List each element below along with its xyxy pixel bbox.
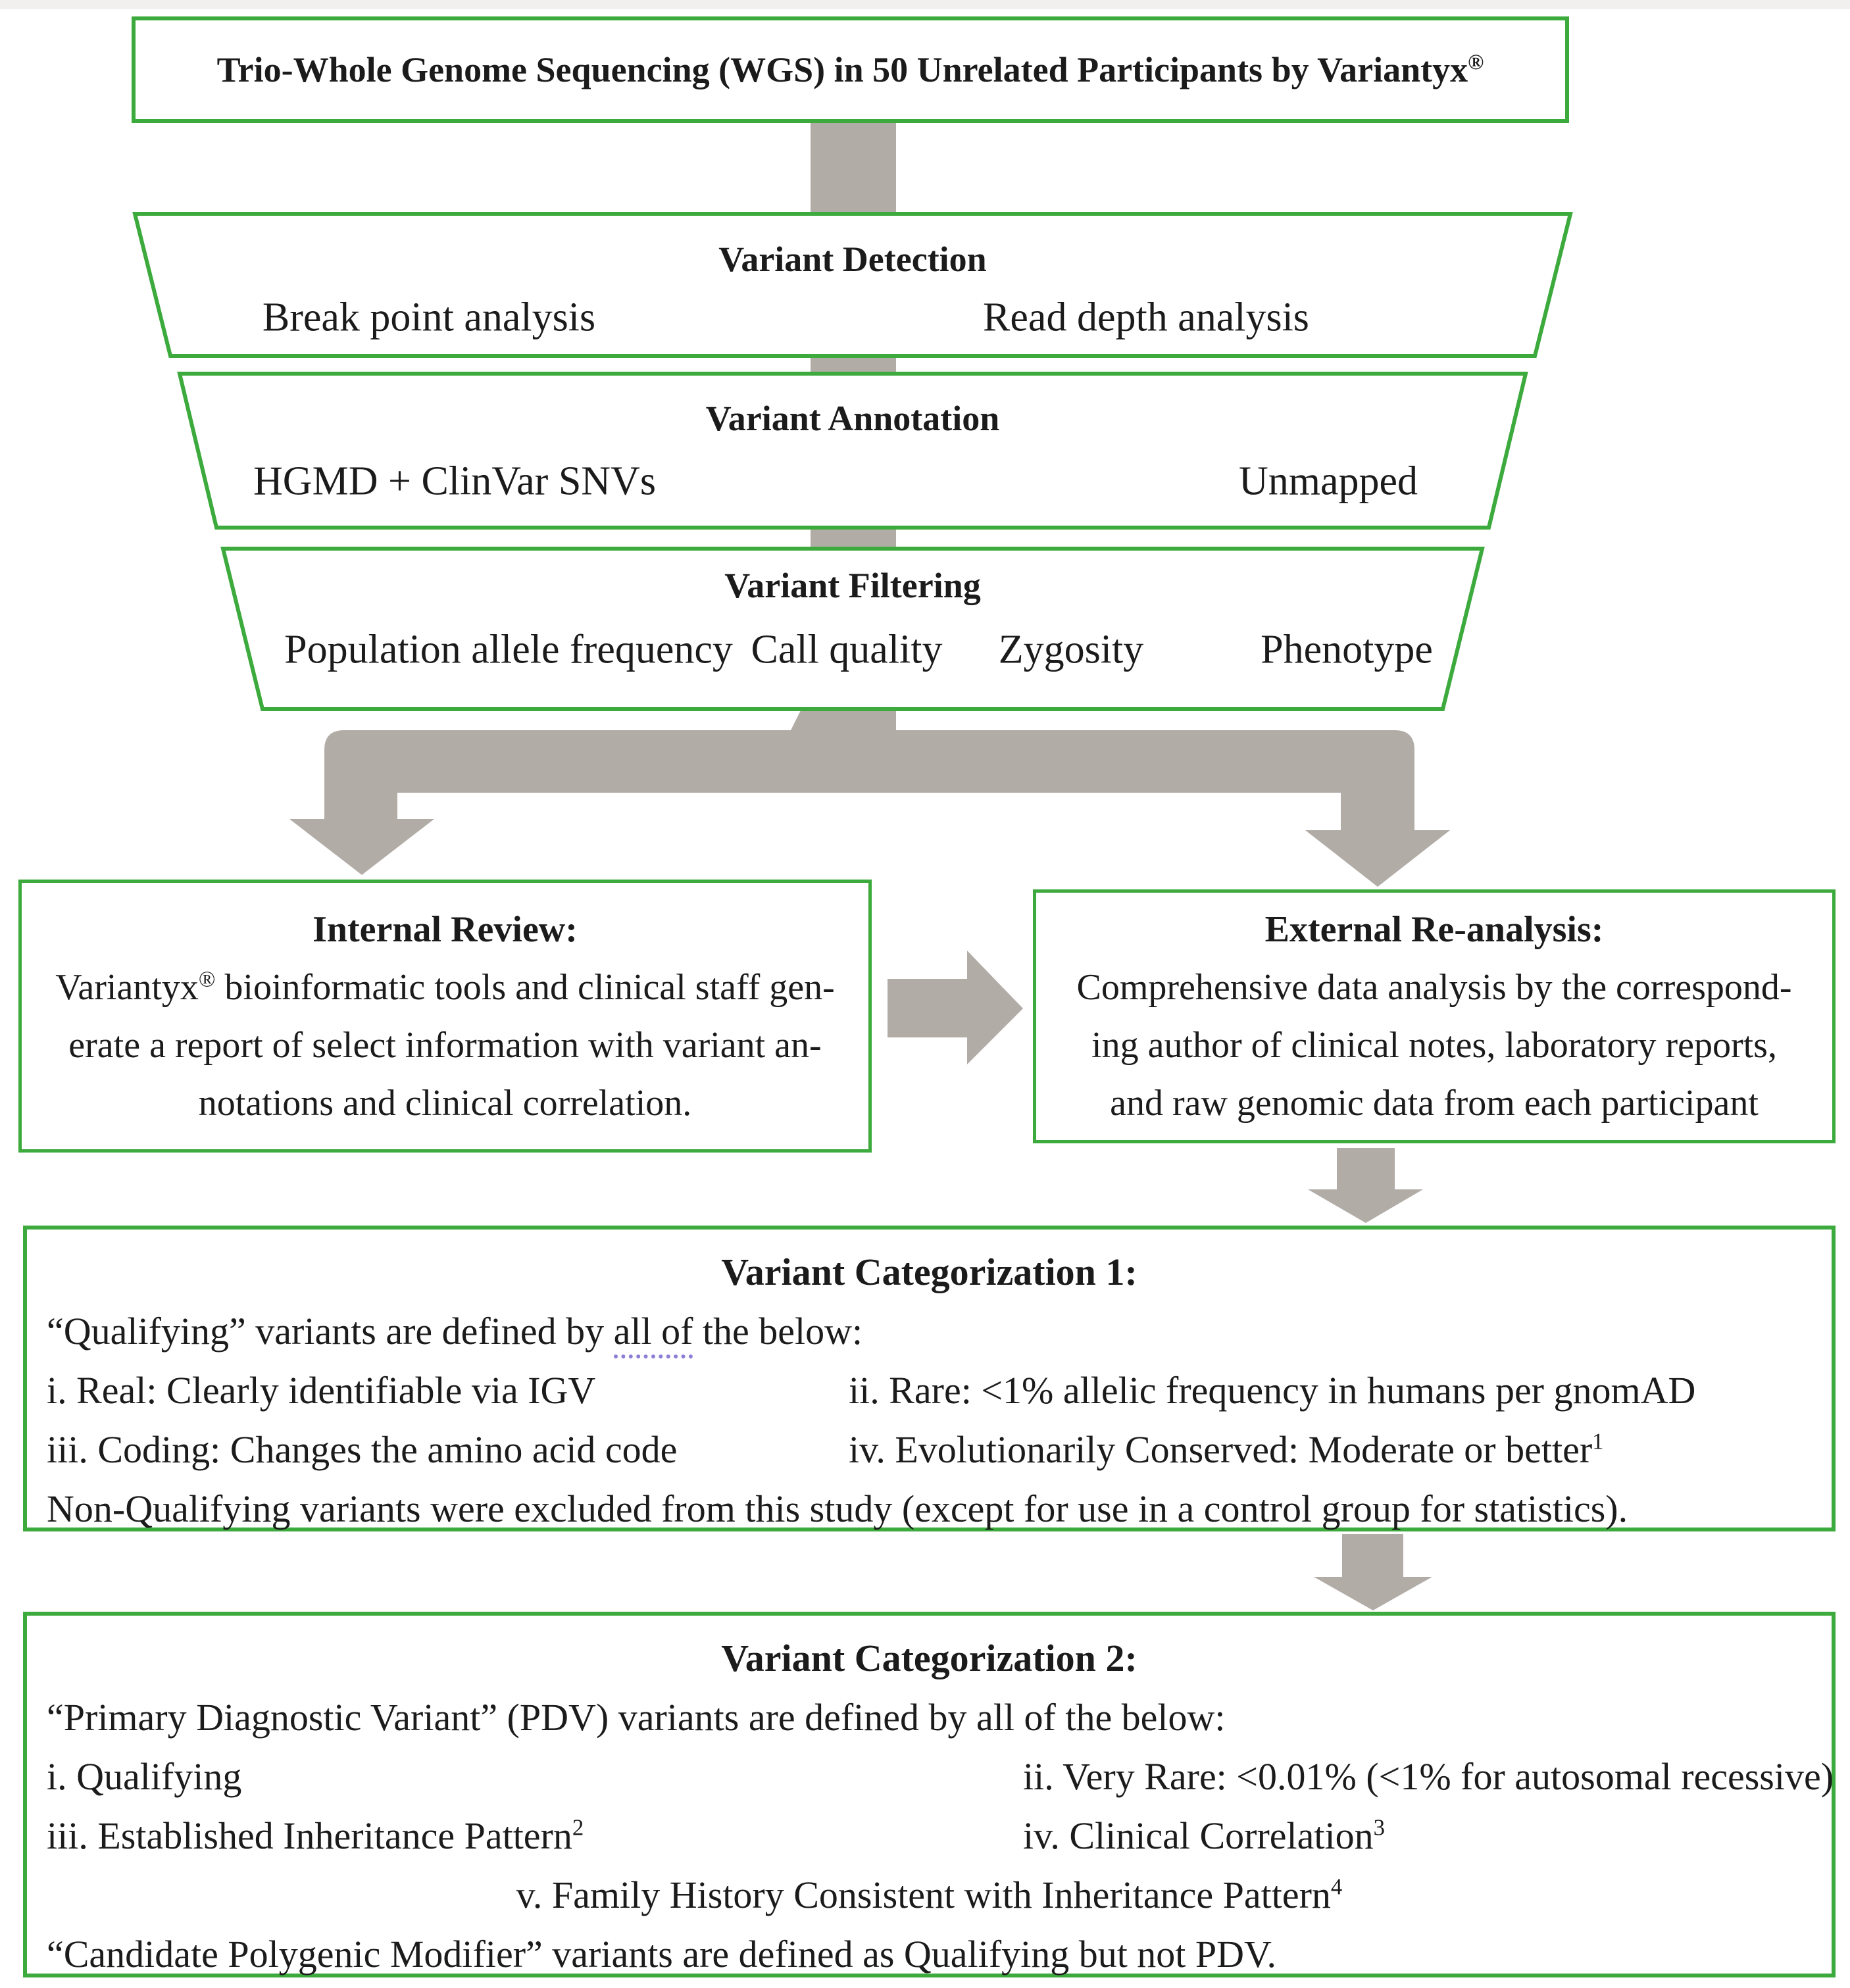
branch-arrow bbox=[289, 691, 1450, 887]
footnote-2: 2 bbox=[572, 1814, 584, 1841]
variant-categorization-2-box bbox=[23, 1612, 1836, 1977]
down-arrow-cat1-to-cat2 bbox=[1314, 1534, 1432, 1610]
cat1-item-iii: iii. Coding: Changes the amino acid code bbox=[47, 1428, 678, 1471]
detection-title: Variant Detection bbox=[718, 239, 987, 279]
registered-trademark: ® bbox=[198, 966, 216, 991]
external-reanalysis-line1: Comprehensive data analysis by the correspond- bbox=[1076, 967, 1792, 1008]
cat2-intro: “Primary Diagnostic Variant” (PDV) variants are defined by all of the below: bbox=[47, 1696, 1226, 1739]
cat1-row-iii-iv bbox=[47, 1420, 1812, 1479]
detection-label-breakpoint: Break point analysis bbox=[262, 295, 596, 340]
registered-trademark: ® bbox=[1468, 51, 1484, 74]
internal-review-line1: Variantyx® bioinformatic tools and clinical staff gen- bbox=[55, 966, 835, 1008]
cat2-title: Variant Categorization 2: bbox=[721, 1637, 1138, 1679]
annotation-label-unmapped: Unmapped bbox=[1238, 459, 1418, 504]
grammar-underline: all of bbox=[614, 1310, 693, 1358]
internal-review-title: Internal Review: bbox=[312, 908, 578, 950]
annotation-title: Variant Annotation bbox=[705, 399, 1000, 438]
cat1-item-ii: ii. Rare: <1% allelic frequency in humans per gnomAD bbox=[849, 1369, 1696, 1412]
annotation-label-hgmd: HGMD + ClinVar SNVs bbox=[253, 459, 656, 504]
internal-review-box bbox=[18, 880, 872, 1153]
cat1-item-i: i. Real: Clearly identifiable via IGV bbox=[47, 1369, 596, 1412]
footnote-4: 4 bbox=[1330, 1874, 1343, 1900]
down-arrow-external-to-cat1 bbox=[1308, 1148, 1423, 1223]
cat2-item-i: i. Qualifying bbox=[47, 1755, 242, 1798]
cat2-footer: “Candidate Polygenic Modifier” variants are defined as Qualifying but not PDV. bbox=[47, 1933, 1276, 1976]
footnote-3: 3 bbox=[1373, 1814, 1386, 1841]
cat1-title: Variant Categorization 1: bbox=[721, 1251, 1138, 1293]
cat2-item-iii: iii. Established Inheritance Pattern$^2$ bbox=[47, 1814, 584, 1857]
cat1-row-i-ii bbox=[47, 1361, 1812, 1420]
detection-label-readdepth: Read depth analysis bbox=[983, 295, 1309, 340]
filtering-label-zygosity: Zygosity bbox=[998, 627, 1144, 672]
cat2-row-i-ii bbox=[47, 1747, 1834, 1806]
internal-review-line3: notations and clinical correlation. bbox=[198, 1082, 692, 1124]
filtering-label-frequency: Population allele frequency bbox=[284, 627, 733, 672]
title-box bbox=[132, 16, 1569, 123]
external-reanalysis-line2: ing author of clinical notes, laboratory reports, bbox=[1091, 1025, 1777, 1066]
cat1-intro: “Qualifying” variants are defined by all of the below: bbox=[47, 1302, 1812, 1361]
cat2-item-ii: ii. Very Rare: <0.01% (<1% for autosomal recessive) bbox=[1023, 1755, 1834, 1798]
external-reanalysis-title: External Re-analysis: bbox=[1264, 909, 1604, 950]
page-title: Trio-Whole Genome Sequencing (WGS) in 50 Unrelated Participants by Variantyx® bbox=[216, 50, 1484, 89]
external-reanalysis-box bbox=[1033, 889, 1836, 1143]
variant-categorization-1-box bbox=[23, 1226, 1836, 1531]
internal-review-line2: erate a report of select information with variant an- bbox=[68, 1024, 822, 1066]
cat1-footer: Non-Qualifying variants were excluded from this study (except for use in a control group for statistics). bbox=[47, 1487, 1628, 1530]
footnote-1: 1 bbox=[1592, 1428, 1604, 1454]
cat1-item-iv: iv. Evolutionarily Conserved: Moderate or better$^1$ bbox=[849, 1428, 1604, 1471]
filtering-title: Variant Filtering bbox=[724, 566, 981, 605]
filtering-label-phenotype: Phenotype bbox=[1261, 627, 1433, 672]
cat2-item-iv: iv. Clinical Correlation$^3$ bbox=[1023, 1814, 1386, 1857]
filtering-label-callquality: Call quality bbox=[751, 627, 943, 672]
external-reanalysis-line3: and raw genomic data from each participant bbox=[1110, 1083, 1759, 1124]
cat2-item-v: v. Family History Consistent with Inheritance Pattern$^4$ bbox=[516, 1874, 1343, 1916]
cat2-row-iii-iv bbox=[47, 1806, 1812, 1866]
connector-title-to-detection bbox=[811, 120, 896, 219]
right-arrow bbox=[888, 951, 1023, 1064]
